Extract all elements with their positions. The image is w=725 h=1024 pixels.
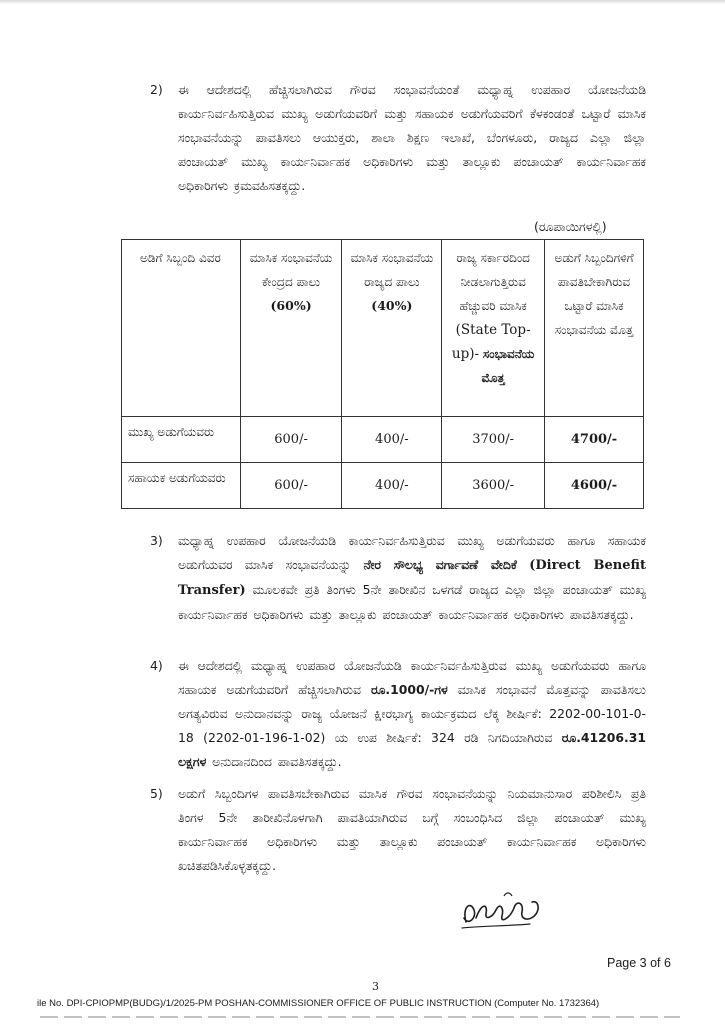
table-row [122, 463, 644, 509]
paragraph-text: ಮಾಸಿಕ ಸಂಭಾವನೆ ಮೊತ್ತವನ್ನು ಪಾವತಿಸಲು ಅಗತ್ಯವಿರುವ ಅನುದಾನವನ್ನು ರಾಜ್ಯ ಯೋಜನೆ ಕ್ಷೀರಭಾಗ್ಯ ಕಾರ್ಯಕ್ರಮದ ಲೆಕ್ಕ ಶೀರ್ಷಿಕೆ: 2202-00-101-0-18 (2202-01-196-1-02) ಯ ಉಪ ಶೀರ್ಷಿಕೆ: 324 ರಡಿ ನಿಗದಿಯಾಗಿರುವ [178, 682, 646, 745]
header-text: ರಾಜ್ಯ ಸರ್ಕಾರದಿಂದ ನೀಡಲಾಗುತ್ತಿರುವ ಹೆಚ್ಚುವರಿ ಮಾಸಿಕ [456, 251, 530, 313]
file-number-footer: ile No. DPI-CPIOPMP(BUDG)/1/2025-PM POSHAN-COMMISSIONER OFFICE OF PUBLIC INSTRUCTION (Computer No. 1732364) [37, 998, 600, 1009]
paragraph-text: ಮೂಲಕವೇ ಪ್ರತಿ ತಿಂಗಳು 5ನೇ ತಾರೀಖಿನ ಒಳಗಡೆ ರಾಜ್ಯದ ಎಲ್ಲಾ ಜಿಲ್ಲಾ ಪಂಚಾಯತ್ ಮುಖ್ಯ ಕಾರ್ಯನಿರ್ವಾಹಕ ಅಧಿಕಾರಿಗಳು ಮತ್ತು ತಾಲ್ಲೂಕು ಪಂಚಾಯತ್ ಕಾರ್ಯನಿರ್ವಾಹಕ ಅಧಿಕಾರಿಗಳು ಪಾವತಿಸತಕ್ಕದ್ದು. [178, 582, 646, 622]
paragraph-3 [150, 529, 646, 627]
header-staff-details: ಅಡಿಗೆ ಸಿಬ್ಬಂದಿ ವಿವರ [140, 251, 221, 265]
row-label: ಮುಖ್ಯ ಅಡುಗೆಯವರು [128, 425, 215, 439]
header-cell [442, 240, 545, 417]
paragraph-bold-amount: ರೂ.1000/-ಗಳ [370, 682, 448, 697]
paragraph-bold-lakhs: ರೂ.41206.31 ಲಕ್ಷಗಳ [178, 730, 646, 769]
paragraph-number: 5) [150, 786, 163, 801]
page-label: Page 3 of 6 [607, 956, 671, 970]
currency-unit-note: (ರೂಪಾಯಿಗಳಲ್ಲಿ) [534, 219, 607, 234]
header-cell [545, 240, 644, 417]
paragraph-text: ಅನುದಾನದಿಂದ ಪಾವತಿಸತಕ್ಕದ್ದು. [212, 754, 342, 769]
table-row [122, 417, 644, 463]
header-text-english: (State Top-up)- [451, 322, 531, 362]
topup-value: 3700/- [442, 417, 545, 463]
header-percent: (60%) [270, 298, 312, 313]
header-state-topup [442, 240, 544, 390]
table-header-row [122, 240, 644, 417]
cut-off-text-line [40, 1016, 680, 1018]
paragraph-number: 3) [150, 533, 163, 548]
paragraph-text: ಅಡುಗೆ ಸಿಬ್ಬಂದಿಗಳ ಪಾವತಿಸಬೇಕಾಗಿರುವ ಮಾಸಿಕ ಗೌರವ ಸಂಭಾವನೆಯನ್ನು ನಿಯಮಾನುಸಾರ ಪರಿಶೀಲಿಸಿ ಪ್ರತಿ ತಿಂಗಳ 5ನೇ ತಾರೀಖಿನೊಳಗಾಗಿ ಪಾವತಿಯಾಗಿರುವ ಬಗ್ಗೆ ಸಂಬಂಧಿಸಿದ ಜಿಲ್ಲಾ ಪಂಚಾಯತ್ ಮುಖ್ಯ ಕಾರ್ಯನಿರ್ವಾಹಕ ಅಧಿಕಾರಿಗಳು ಮತ್ತು ತಾಲ್ಲೂಕು ಪಂಚಾಯತ್ ಕಾರ್ಯನಿರ್ವಾಹಕ ಅಧಿಕಾರಿಗಳು ಖಚಿತಪಡಿಸಿಕೊಳ್ಳತಕ್ಕದ್ದು. [178, 786, 646, 873]
header-percent: (40%) [371, 298, 413, 313]
paragraph-2 [150, 78, 646, 198]
header-text: ಮಾಸಿಕ ಸಂಭಾವನೆಯ ರಾಜ್ಯದ ಪಾಲು [350, 251, 434, 289]
paragraph-4 [150, 654, 646, 774]
header-cell [122, 240, 241, 417]
topup-value: 3600/- [442, 463, 545, 509]
header-text-bold: ಸಂಭಾವನೆಯ ಮೊತ್ತ [481, 347, 535, 385]
paragraph-text: ಈ ಆದೇಶದಲ್ಲಿ ಮಧ್ಯಾಹ್ನ ಉಪಹಾರ ಯೋಜನೆಯಡಿ ಕಾರ್ಯನಿರ್ವಹಿಸುತ್ತಿರುವ ಮುಖ್ಯ ಅಡುಗೆಯವರು ಹಾಗೂ ಸಹಾಯಕ ಅಡುಗೆಯವರಿಗೆ ಹೆಚ್ಚಿಸಲಾಗಿರುವ [178, 658, 646, 697]
header-state-share [342, 240, 441, 318]
central-share-value: 600/- [240, 417, 342, 463]
header-text: ಅಡುಗೆ ಸಿಬ್ಬಂದಿಗಳಿಗೆ ಪಾವತಿಬೇಕಾಗಿರುವ ಒಟ್ಟಾರೆ ಮಾಸಿಕ ಸಂಭಾವನೆಯ ಮೊತ್ತ [554, 251, 634, 337]
header-cell [342, 240, 442, 417]
paragraph-5 [150, 782, 646, 878]
header-text: ಮಾಸಿಕ ಸಂಭಾವನೆಯ ಕೇಂದ್ರದ ಪಾಲು [249, 251, 333, 289]
paragraph-text: ಮಧ್ಯಾಹ್ನ ಉಪಹಾರ ಯೋಜನೆಯಡಿ ಕಾರ್ಯನಿರ್ವಹಿಸುತ್ತಿರುವ ಮುಖ್ಯ ಅಡುಗೆಯವರು ಹಾಗೂ ಸಹಾಯಕ ಅಡುಗೆಯವರ ಮಾಸಿಕ ಸಂಭಾವನೆಯನ್ನು [178, 533, 646, 572]
header-cell [240, 240, 342, 417]
state-share-value: 400/- [342, 463, 442, 509]
honorarium-table [121, 239, 644, 509]
total-value: 4700/- [545, 417, 644, 463]
row-label: ಸಹಾಯಕ ಅಡುಗೆಯವರು [128, 471, 226, 485]
paragraph-bold-english: (Direct Benefit Transfer) [178, 558, 646, 598]
total-value: 4600/- [545, 463, 644, 509]
paragraph-number: 4) [150, 658, 163, 673]
paragraph-bold-text: ನೇರ ಸೌಲಭ್ಯ ವರ್ಗಾವಣೆ ವೇದಿಕೆ [363, 557, 517, 572]
page-number: 3 [372, 980, 379, 993]
header-central-share [241, 240, 342, 318]
row-label-cell [122, 417, 241, 463]
scan-edge [0, 0, 725, 4]
state-share-value: 400/- [342, 417, 442, 463]
row-label-cell [122, 463, 241, 509]
signature-image [452, 888, 552, 938]
central-share-value: 600/- [240, 463, 342, 509]
paragraph-number: 2) [150, 82, 163, 97]
paragraph-text: ಈ ಆದೇಶದಲ್ಲಿ ಹೆಚ್ಚಿಸಲಾಗಿರುವ ಗೌರವ ಸಂಭಾವನೆಯಂತೆ ಮಧ್ಯಾಹ್ನ ಉಪಹಾರ ಯೋಜನೆಯಡಿ ಕಾರ್ಯನಿರ್ವಹಿಸುತ್ತಿರುವ ಮುಖ್ಯ ಅಡುಗೆಯವರಿಗೆ ಮತ್ತು ಸಹಾಯಕ ಅಡುಗೆಯವರಿಗೆ ಕೆಳಕಂಡಂತೆ ಒಟ್ಟಾರೆ ಮಾಸಿಕ ಸಂಭಾವನೆಯನ್ನು ಪಾವತಿಸಲು ಆಯುಕ್ತರು, ಶಾಲಾ ಶಿಕ್ಷಣ ಇಲಾಖೆ, ಬೆಂಗಳೂರು, ರಾಜ್ಯದ ಎಲ್ಲಾ ಜಿಲ್ಲಾ ಪಂಚಾಯತ್ ಮುಖ್ಯ ಕಾರ್ಯನಿರ್ವಾಹಕ ಅಧಿಕಾರಿಗಳು ಮತ್ತು ತಾಲ್ಲೂಕು ಪಂಚಾಯತ್ ಕಾರ್ಯನಿರ್ವಾಹಕ ಅಧಿಕಾರಿಗಳು ಕ್ರಮವಹಿಸತಕ್ಕದ್ದು. [178, 82, 646, 193]
header-total-monthly [545, 240, 643, 342]
